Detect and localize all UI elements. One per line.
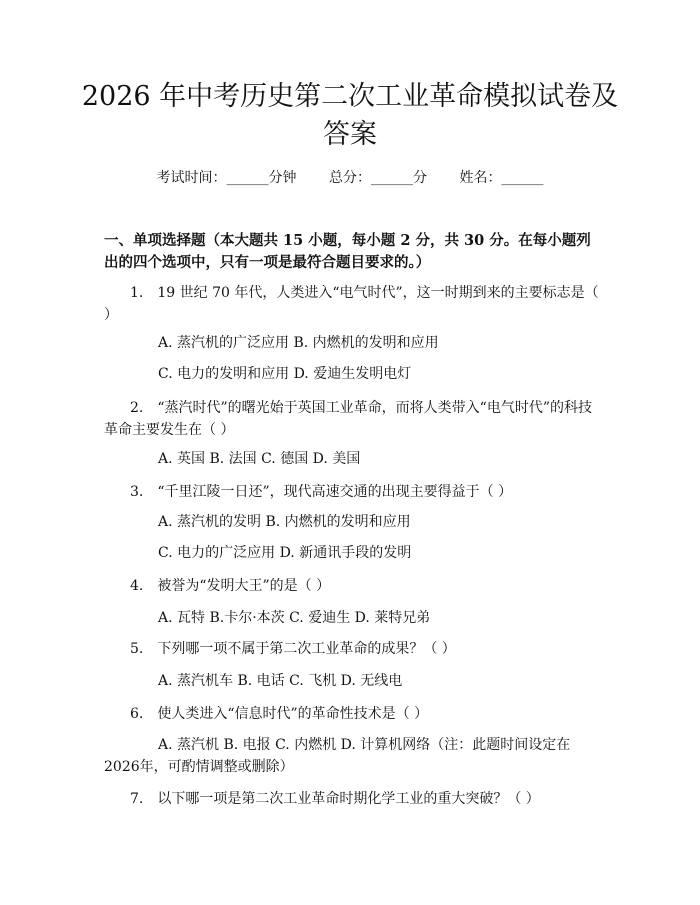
question-number: 4. <box>130 578 144 594</box>
question-4-options-row-1 <box>104 607 604 629</box>
question-6 <box>104 703 604 725</box>
question-5 <box>104 638 604 660</box>
options-text: A. 英国 B. 法国 C. 德国 D. 美国 <box>158 451 361 467</box>
question-5-options-row-1 <box>104 670 604 692</box>
question-1-options-row-2 <box>104 363 604 385</box>
question-number: 1. <box>130 285 144 301</box>
question-text: 被誉为“发明大王”的是（ ） <box>157 578 331 594</box>
question-number: 5. <box>130 641 144 657</box>
title-line-2: 答案 <box>323 119 377 150</box>
question-6-options-row-1: A. 蒸汽机 B. 电报 C. 内燃机 D. 计算机网络（注：此题时间设定在 2026年，可酌情调整或删除） <box>104 737 571 775</box>
question-7 <box>104 788 604 810</box>
section-heading: 一、单项选择题（本大题共 15 小题，每小题 2 分，共 30 分。在每小题列出的四个选项中，只有一项是最符合题目要求的。） <box>104 232 591 271</box>
question-number: 6. <box>130 706 144 722</box>
total-score-field: 总分：______分 <box>329 170 427 186</box>
question-2 <box>104 397 604 441</box>
question-number: 2. <box>130 400 144 416</box>
options-text: A. 蒸汽机车 B. 电话 C. 飞机 D. 无线电 <box>158 673 403 689</box>
question-3-options-row-1 <box>104 511 604 533</box>
question-3-options-row-2 <box>104 542 604 564</box>
options-text: C. 电力的广泛应用 D. 新通讯手段的发明 <box>158 545 412 561</box>
question-4 <box>104 575 604 597</box>
options-text: A. 瓦特 B.卡尔·本茨 C. 爱迪生 D. 莱特兄弟 <box>158 610 431 626</box>
question-1 <box>104 282 604 326</box>
question-number: 7. <box>130 791 144 807</box>
options-text: C. 电力的发明和应用 D. 爱迪生发明电灯 <box>158 366 412 382</box>
name-field: 姓名：______ <box>459 170 544 186</box>
question-text: “千里江陵一日还”，现代高速交通的出现主要得益于（ ） <box>157 484 513 500</box>
page-title <box>60 78 640 154</box>
question-number: 3. <box>130 484 144 500</box>
question-3 <box>104 481 604 503</box>
question-text: 使人类进入“信息时代”的革命性技术是（ ） <box>157 706 429 722</box>
question-text: 19 世纪 70 年代，人类进入“电气时代”，这一时期到来的主要标志是（ ） <box>104 285 599 323</box>
options-text: A. 蒸汽机的广泛应用 B. 内燃机的发明和应用 <box>158 335 439 351</box>
question-1-options-row-1 <box>104 332 604 354</box>
question-text: “蒸汽时代”的曙光始于英国工业革命，而将人类带入“电气时代”的科技革命主要发生在（ ） <box>104 400 592 438</box>
exam-time-field: 考试时间：______分钟 <box>156 170 297 186</box>
exam-meta <box>0 168 700 188</box>
title-line-1: 2026 年中考历史第二次工业革命模拟试卷及 <box>81 81 619 112</box>
question-text: 下列哪一项不属于第二次工业革命的成果？（ ） <box>157 641 456 657</box>
options-text: A. 蒸汽机的发明 B. 内燃机的发明和应用 <box>158 514 411 530</box>
question-2-options-row-1 <box>104 448 604 470</box>
question-text: 以下哪一项是第二次工业革命时期化学工业的重大突破？（ ） <box>157 791 540 807</box>
